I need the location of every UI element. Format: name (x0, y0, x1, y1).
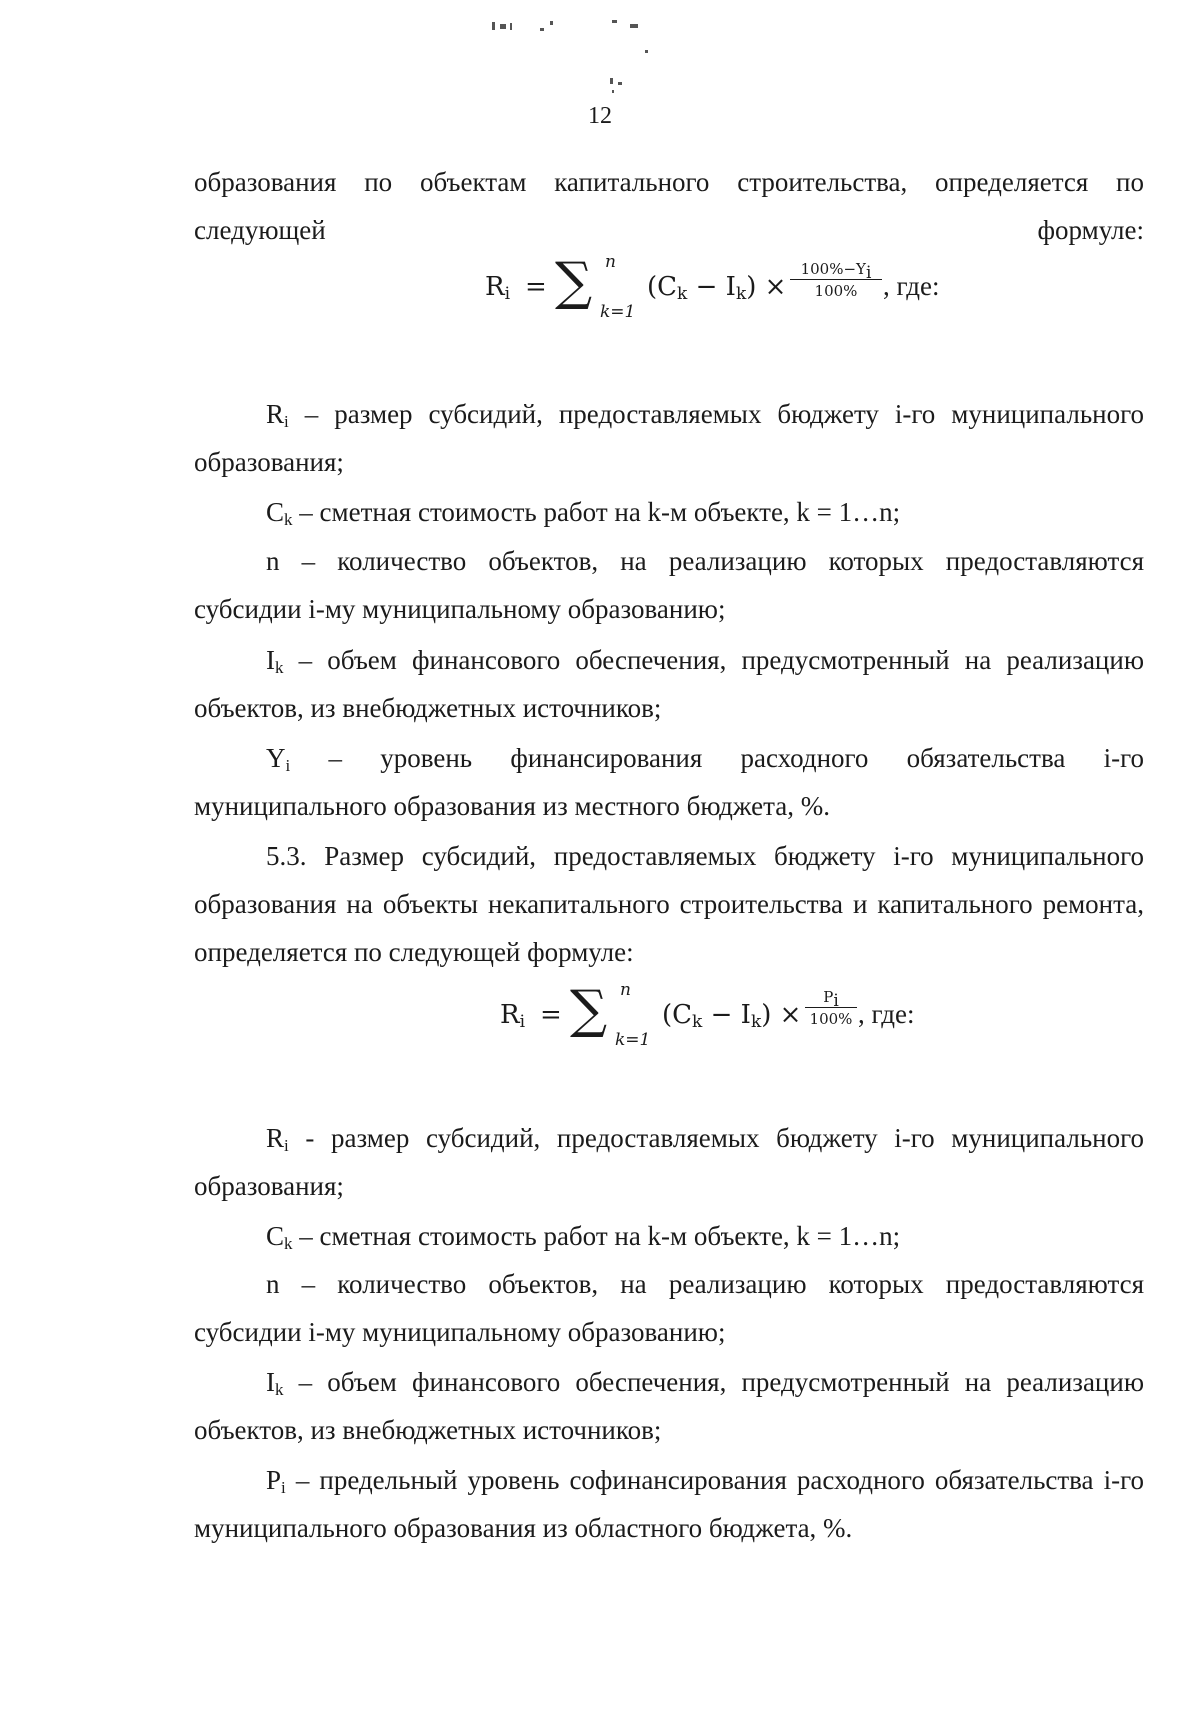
def2-n: n – количество объектов, на реализацию которых предоставляются субсидии i-му муниципальному образованию; (194, 1269, 1144, 1347)
formula1-fraction: $\frac{100\%-Yi}{100\%}$ (790, 260, 882, 300)
formula2-eq: = (540, 1000, 562, 1030)
def2-c: $C_k$ – сметная стоимость работ на k-м объекте, k = 1…n; (266, 1221, 901, 1253)
formula1-body: $(C_k - I_k)$ × (647, 272, 787, 304)
def2-p: $P_i$ – предельный уровень софинансирования расходного обязательства i-го муниципального образования из областного бюджета, %. (194, 1465, 1144, 1543)
def1-y: $Y_i$ – уровень финансирования расходного обязательства i-го муниципального образования из местного бюджета, %. (194, 743, 1144, 821)
intro-line-1 (194, 158, 1144, 254)
sum-symbol-icon: ∑ (570, 980, 608, 1040)
def1-n: n – количество объектов, на реализацию которых предоставляются субсидии i-му муниципальному образованию; (194, 546, 1144, 624)
page-number: 12 (588, 103, 612, 129)
formula-2 (500, 980, 920, 1070)
formula1-tail: , где: (883, 271, 940, 301)
formula2-lhs: $R_i$ (500, 1000, 526, 1032)
formula2-tail: , где: (858, 999, 915, 1029)
def1-r: $R_i$ – размер субсидий, предоставляемых бюджету i-го муниципального образования; (194, 399, 1144, 477)
section-5-3: 5.3. Размер субсидий, предоставляемых бюджету i-го муниципального образования на объекты некапитального строительства и капитального ремонта, определяется по следующей формуле: (194, 841, 1144, 967)
formula1-sum-bottom: k=1 (600, 302, 636, 322)
formula1-eq: = (525, 272, 547, 302)
def1-i: $I_k$ – объем финансового обеспечения, предусмотренный на реализацию объектов, из внебюджетных источников; (194, 645, 1144, 723)
formula2-sum-bottom: k=1 (615, 1030, 651, 1050)
formula2-fraction: $\frac{Pi}{100\%}$ (805, 988, 857, 1028)
def2-r: $R_i$ - размер субсидий, предоставляемых бюджету i-го муниципального образования; (194, 1123, 1144, 1201)
formula2-sum-top: n (620, 980, 631, 1000)
formula-1 (485, 252, 940, 342)
def2-i: $I_k$ – объем финансового обеспечения, предусмотренный на реализацию объектов, из внебюджетных источников; (194, 1367, 1144, 1445)
formula2-body: $(C_k - I_k)$ × (662, 1000, 802, 1032)
sum-symbol-icon: ∑ (555, 252, 593, 312)
formula1-sum-top: n (605, 252, 616, 272)
formula1-lhs: $R_i$ (485, 272, 511, 304)
intro-text: образования по объектам капитального строительства, определяется по следующей формуле: (194, 167, 1144, 245)
scan-specks-decoration (440, 8, 740, 98)
def1-c: $C_k$ – сметная стоимость работ на k-м объекте, k = 1…n; (266, 497, 901, 529)
